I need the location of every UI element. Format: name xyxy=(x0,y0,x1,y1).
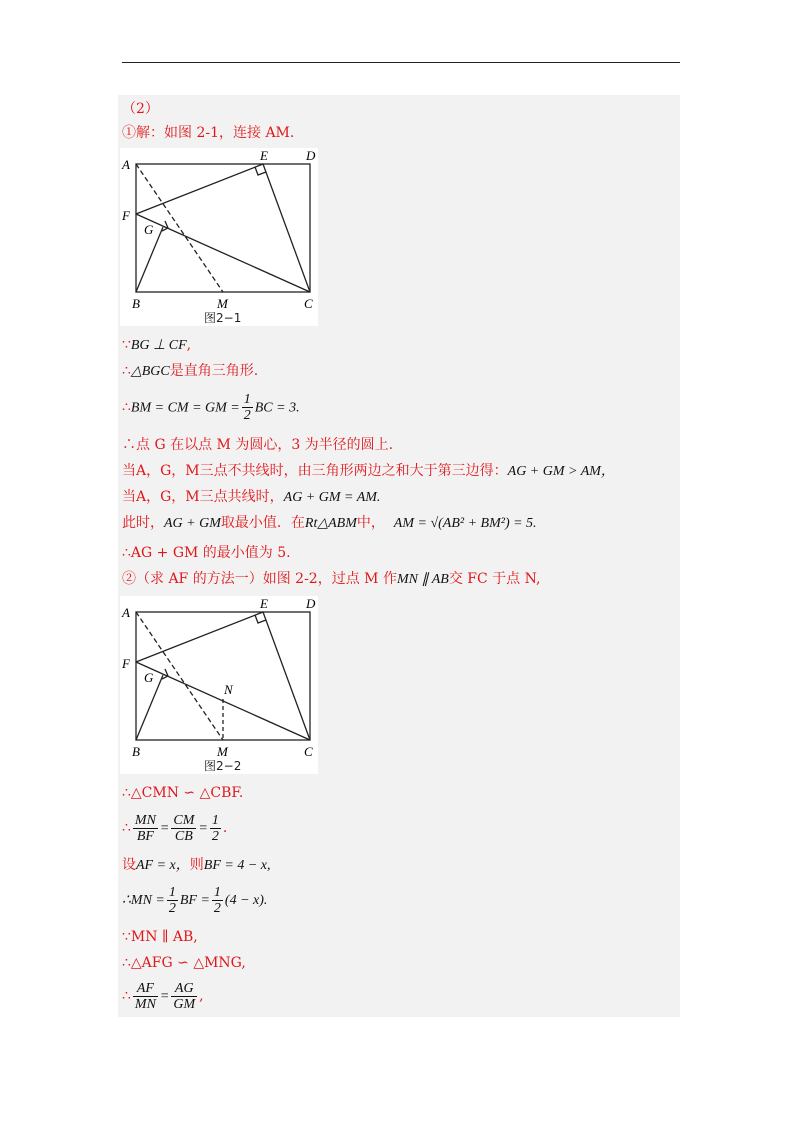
fig2-point-g: G xyxy=(144,670,154,685)
fig1-point-d: D xyxy=(306,148,316,163)
fig1-point-f: F xyxy=(122,208,130,223)
header-rule xyxy=(122,62,680,63)
bm-eq-line: ∴BM = CM = GM = $\frac{1}{2}$ BC = 3. xyxy=(122,392,300,423)
fig2-caption: 图2−2 xyxy=(204,759,242,773)
fig2-point-n: N xyxy=(224,682,233,697)
fig2-point-c: C xyxy=(304,744,313,759)
similar-afg-mng: ∴△AFG ∽ △MNG, xyxy=(122,955,246,971)
fig2-point-e: E xyxy=(260,596,268,611)
fig2-point-a: A xyxy=(122,605,130,620)
fig1-point-a: A xyxy=(122,157,130,172)
fig1-point-b: B xyxy=(132,296,140,311)
step2-intro: ②（求 AF 的方法一）如图 2-2，过点 M 作MN ∥ AB交 FC 于点 N, xyxy=(122,571,541,587)
collinear-line: 当A，G，M三点共线时，AG + GM = AM. xyxy=(122,489,381,505)
figure-2-1 xyxy=(120,148,318,326)
step1-intro: ①解：如图 2-1，连接 AM. xyxy=(122,125,295,141)
fig1-caption: 图2−1 xyxy=(204,311,242,325)
mn-eq-line: ∴MN = $\frac{1}{2}$ BF = $\frac{1}{2}$ (4 − x). xyxy=(122,884,268,916)
ratio-line-1: ∴ $\frac{MN}{BF}$ = $\frac{CM}{CB}$ = $\frac{1}{2}$ . xyxy=(122,812,228,844)
because-bg-cf: ∵BG ⊥ CF, xyxy=(122,337,192,353)
fig2-point-m: M xyxy=(217,744,228,759)
part-label: （2） xyxy=(122,101,159,117)
fig2-point-f: F xyxy=(122,656,130,671)
fig2-point-b: B xyxy=(132,744,140,759)
figure-2-2 xyxy=(120,596,318,774)
set-af-line: 设AF = x，则BF = 4 − x, xyxy=(122,857,271,873)
similar-cmn-cbf: ∴△CMN ∽ △CBF. xyxy=(122,785,244,801)
fig2-point-d: D xyxy=(306,596,316,611)
min-line: 此时，AG + GM取最小值．在Rt△ABM中， AM = √(AB² + BM²) = 5. xyxy=(122,515,537,531)
min-value-line: ∴AG + GM 的最小值为 5. xyxy=(122,545,291,561)
right-triangle: ∴△BGC是直角三角形. xyxy=(122,363,259,379)
fig1-point-g: G xyxy=(144,222,154,237)
non-collinear-line: 当A，G，M三点不共线时，由三角形两边之和大于第三边得：AG + GM > AM， xyxy=(122,463,615,479)
mn-parallel-line: ∵MN ∥ AB, xyxy=(122,929,198,945)
ratio-line-2: ∴ $\frac{AF}{MN}$ = $\frac{AG}{GM}$ , xyxy=(122,980,204,1012)
fig1-point-e: E xyxy=(260,148,268,163)
circle-line: ∴点 G 在以点 M 为圆心，3 为半径的圆上. xyxy=(122,437,394,453)
fig1-point-m: M xyxy=(217,296,228,311)
fig1-point-c: C xyxy=(304,296,313,311)
